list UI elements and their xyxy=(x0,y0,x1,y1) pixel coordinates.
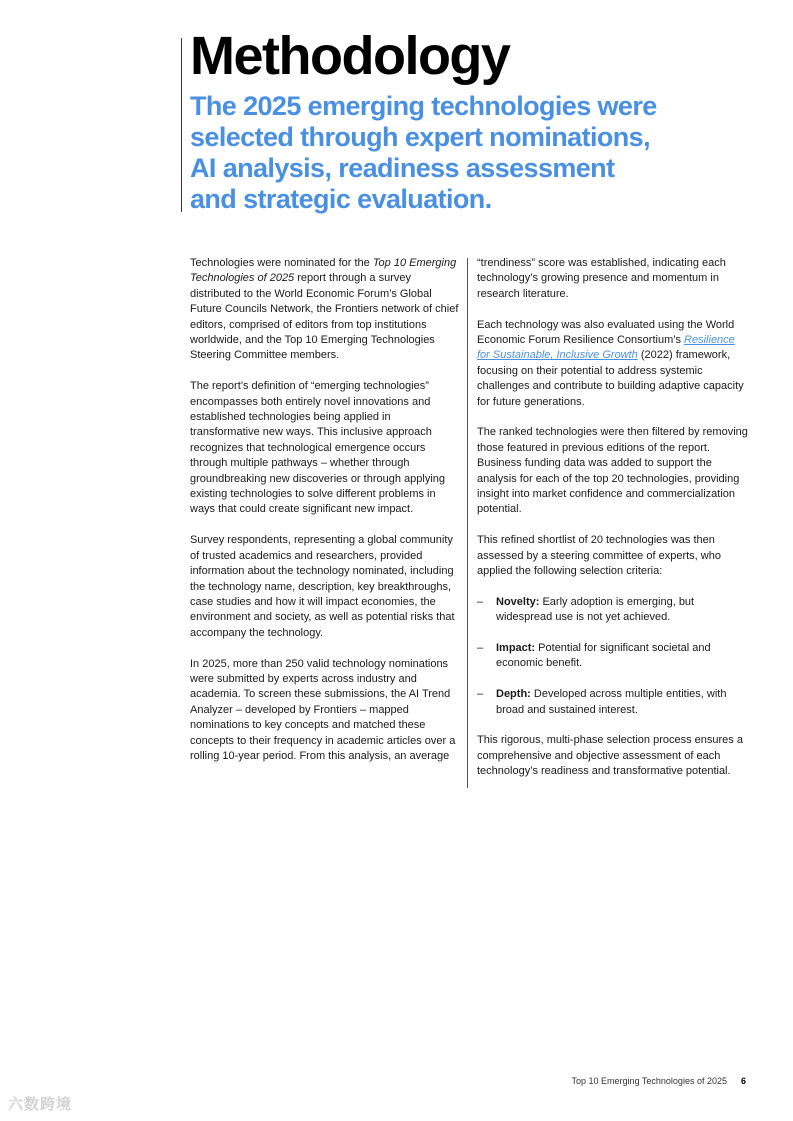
criteria-item-impact xyxy=(477,641,749,672)
criteria-term: Depth: xyxy=(496,688,531,701)
dash-bullet: – xyxy=(477,688,484,701)
criteria-term: Novelty: xyxy=(496,595,540,608)
paragraph-text: Technologies were nominated for the xyxy=(190,257,373,269)
paragraph-definition: The report’s definition of “emerging technologies” encompasses both entirely novel innovations and established technologies being applied in transformative new ways. This inclusive approach recognizes that technological emergence occurs through multiple pathways – whether through groundbreaking new discoveries or through applying existing technologies to solve different problems in ways that could create significant new impact. xyxy=(190,380,445,516)
page-number: 6 xyxy=(740,1076,746,1086)
footer-report-title: Top 10 Emerging Technologies of 2025 xyxy=(571,1076,727,1086)
selection-criteria-list xyxy=(477,595,749,718)
criteria-text: Potential for significant societal and economic benefit. xyxy=(496,642,711,670)
paragraph-filtering: The ranked technologies were then filtered by removing those featured in previous editions of the report. Business funding data was added to support the analysis for each of the top 20 technologies, providing insight into market confidence and commercialization potential. xyxy=(477,426,748,516)
criteria-text: Early adoption is emerging, but widespread use is not yet achieved. xyxy=(496,595,695,624)
paragraph-shortlist: This refined shortlist of 20 technologies was then assessed by a steering committee of experts, who applied the following selection criteria: xyxy=(477,534,721,578)
paragraph-text: report through a survey distributed to the World Economic Forum’s Global Future Councils Network, the Frontiers network of chief editors, comprised of editors from top institutions worldwide, and the Top 10 Emerging Technologies Steering Committee members. xyxy=(190,272,459,362)
paragraph-trendiness: “trendiness” score was established, indicating each technology’s growing presence and momentum in research literature. xyxy=(477,257,726,300)
column-divider xyxy=(467,258,468,788)
page-footer xyxy=(572,1076,746,1086)
page-subtitle: The 2025 emerging technologies were selected through expert nominations, AI analysis, readiness assessment and strategic evaluation. xyxy=(190,91,657,214)
watermark-logo: 六数跨境 xyxy=(8,1096,73,1113)
paragraph-screening: In 2025, more than 250 valid technology nominations were submitted by experts across industry and academia. To screen these submissions, the AI Trend Analyzer – developed by Frontiers – mapped nominations to key concepts and matched these concepts to their frequency in academic articles over a rolling 10-year period. From this analysis, an average xyxy=(190,657,456,762)
page-title: Methodology xyxy=(190,26,510,86)
left-column xyxy=(190,256,462,780)
criteria-item-novelty xyxy=(477,595,749,626)
title-rule xyxy=(181,38,182,212)
paragraph-survey: Survey respondents, representing a global community of trusted academics and researchers, provided information about the technology nominated, including the technology name, description, key breakthroughs, case studies and how it will impact economies, the environment and society, as well as potential risks that accompany the technology. xyxy=(190,534,455,639)
paragraph-nominations xyxy=(190,256,462,364)
criteria-item-depth xyxy=(477,687,749,718)
dash-bullet: – xyxy=(477,595,484,608)
dash-bullet: – xyxy=(477,642,484,655)
right-column xyxy=(477,256,749,795)
paragraph-text: Each technology was also evaluated using the World Economic Forum Resilience Consortium’s xyxy=(477,318,735,347)
criteria-term: Impact: xyxy=(496,642,536,655)
paragraph-text: (2022) framework, focusing on their potential to address systemic challenges and contribute to building adaptive capacity for future generations. xyxy=(477,349,744,408)
criteria-text: Developed across multiple entities, with broad and sustained interest. xyxy=(496,688,727,716)
resilience-framework-link[interactable]: Resilience for Sustainable, Inclusive Growth xyxy=(477,334,735,362)
paragraph-conclusion: This rigorous, multi-phase selection process ensures a comprehensive and objective assessment of each technology’s readiness and transformative potential. xyxy=(477,734,743,778)
paragraph-resilience xyxy=(477,318,749,410)
report-title-italic: Top 10 Emerging Technologies of 2025 xyxy=(190,257,457,285)
